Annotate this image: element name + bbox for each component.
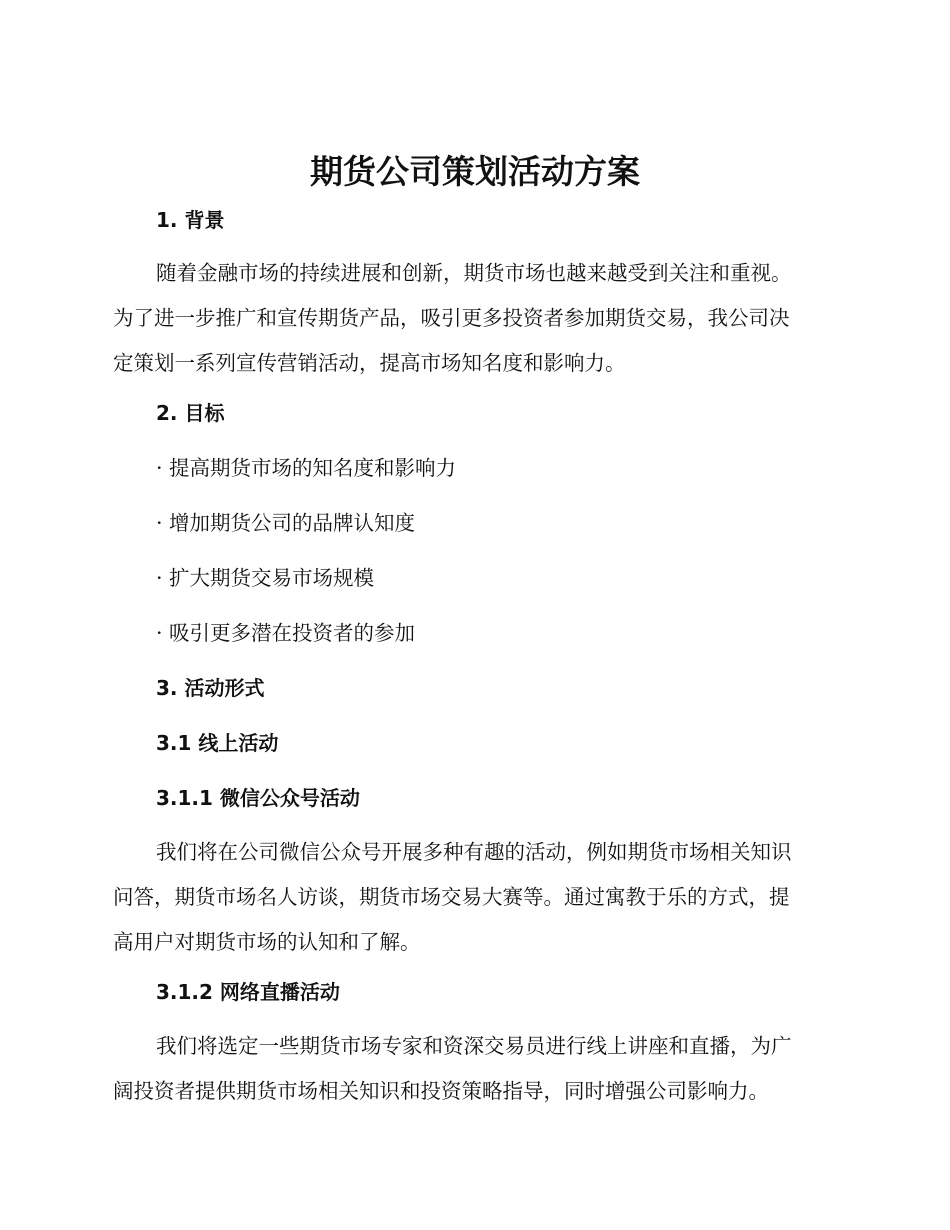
- livestream-paragraph: [113, 1024, 830, 1114]
- paragraph-line: 随着金融市场的持续进展和创新，期货市场也越来越受到关注和重视。: [156, 261, 792, 285]
- goal-bullet-item: · 扩大期货交易市场规模: [156, 566, 375, 590]
- paragraph-line: 高用户对期货市场的认知和了解。: [113, 930, 421, 954]
- section-heading-goals: 2. 目标: [156, 401, 225, 425]
- item-heading-livestream: 3.1.2 网络直播活动: [156, 980, 340, 1004]
- paragraph-line: 为了进一步推广和宣传期货产品，吸引更多投资者参加期货交易，我公司决: [113, 306, 790, 330]
- section-heading-background: 1. 背景: [156, 208, 225, 232]
- goal-bullet-item: · 提高期货市场的知名度和影响力: [156, 456, 457, 480]
- paragraph-line: 我们将在公司微信公众号开展多种有趣的活动，例如期货市场相关知识: [156, 840, 792, 864]
- background-paragraph: [113, 251, 830, 386]
- paragraph-line: 定策划一系列宣传营销活动，提高市场知名度和影响力。: [113, 351, 626, 375]
- paragraph-line: 问答，期货市场名人访谈，期货市场交易大赛等。通过寓教于乐的方式，提: [113, 885, 790, 909]
- section-heading-activity-forms: 3. 活动形式: [156, 676, 265, 700]
- item-heading-wechat: 3.1.1 微信公众号活动: [156, 786, 360, 810]
- goal-bullet-item: · 吸引更多潜在投资者的参加: [156, 621, 416, 645]
- wechat-paragraph: [113, 830, 830, 965]
- paragraph-line: 阔投资者提供期货市场相关知识和投资策略指导，同时增强公司影响力。: [113, 1079, 769, 1103]
- paragraph-line: 我们将选定一些期货市场专家和资深交易员进行线上讲座和直播，为广: [156, 1034, 792, 1058]
- subsection-heading-online: 3.1 线上活动: [156, 731, 279, 755]
- goal-bullet-item: · 增加期货公司的品牌认知度: [156, 511, 416, 535]
- document-title: 期货公司策划活动方案: [310, 152, 640, 191]
